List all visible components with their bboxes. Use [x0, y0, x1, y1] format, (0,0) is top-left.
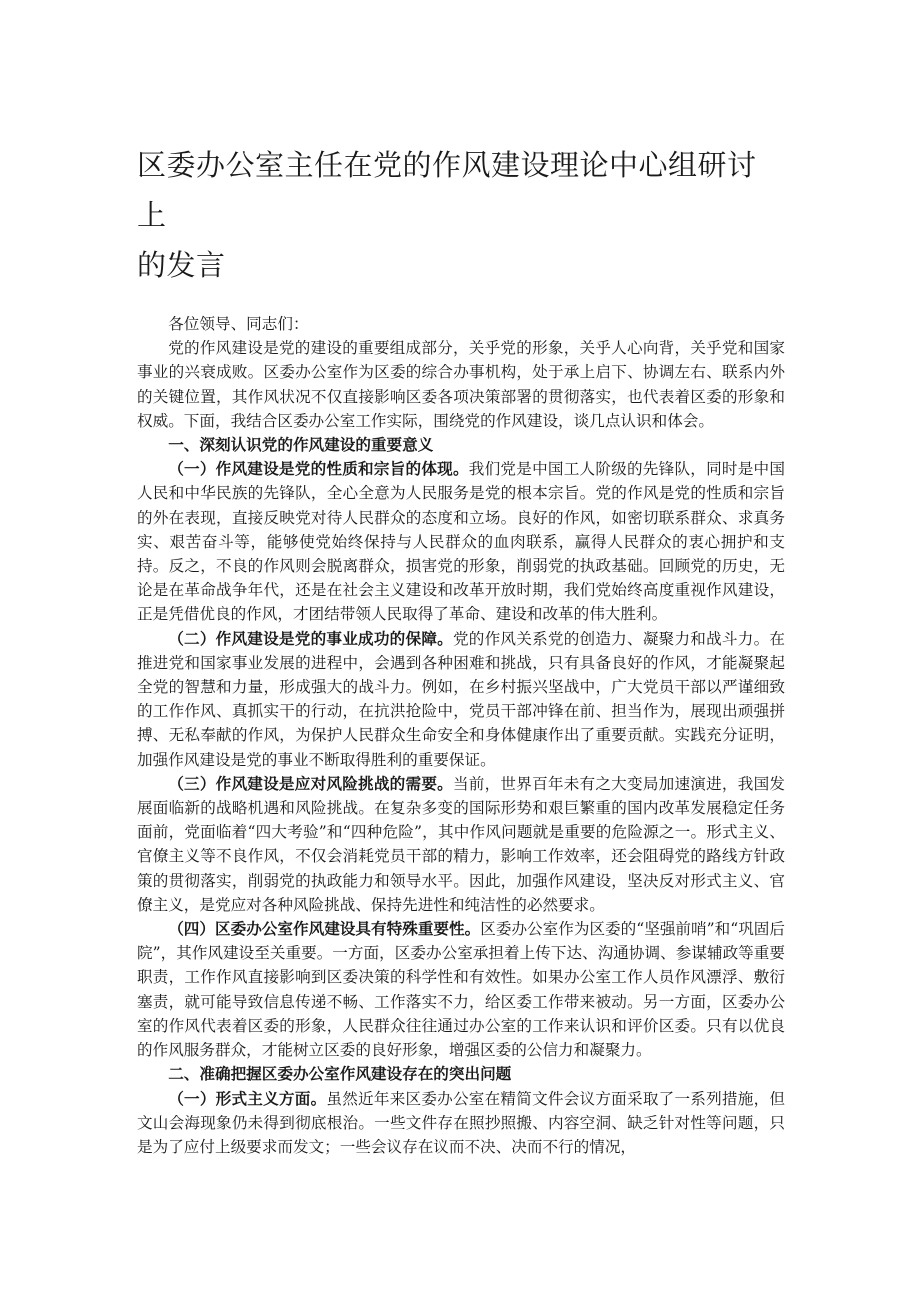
document-body — [137, 312, 785, 1159]
item-text: 党的作风关系党的创造力、凝聚力和战斗力。在推进党和国家事业发展的进程中，会遇到各种困难和挑战，只有具备良好的作风，才能凝聚起全党的智慧和力量，形成强大的战斗力。例如，在乡村振兴坚战中，广大党员干部以严谨细致的工作作风、真抓实干的行动，在抗洪抢险中，党员干部冲锋在前、担当作为，展现出顽强拼搏、无私奉献的作风，为保护人民群众生命安全和身体健康作出了重要贡献。实践充分证明，加强作风建设是党的事业不断取得胜利的重要保证。 — [137, 629, 785, 769]
document-title — [137, 140, 785, 290]
item-lead: （四）区委办公室作风建设具有特殊重要性。 — [168, 919, 481, 939]
item-lead: （一）形式主义方面。 — [168, 1088, 327, 1108]
item-lead: （三）作风建设是应对风险挑战的需要。 — [168, 773, 453, 793]
item-text: 虽然近年来区委办公室在精简文件会议方面采取了一系列措施，但文山会海现象仍未得到彻底根治。一些文件存在照抄照搬、内容空洞、缺乏针对性等问题，只是为了应付上级要求而发文；一些会议存在议而不决、决而不行的情况， — [137, 1089, 785, 1156]
intro-paragraph: 党的作风建设是党的建设的重要组成部分，关乎党的形象，关乎人心向背，关乎党和国家事业的兴衰成败。区委办公室作为区委的综合办事机构，处于承上启下、协调左右、联系内外的关键位置，其作风状况不仅直接影响区委各项决策部署的贯彻落实，也代表着区委的形象和权威。下面，我结合区委办公室工作实际，围绕党的作风建设，谈几点认识和体会。 — [137, 339, 785, 430]
item-lead: （二）作风建设是党的事业成功的保障。 — [168, 628, 453, 648]
item-text: 当前，世界百年未有之大变局加速演进，我国发展面临新的战略机遇和风险挑战。在复杂多变的国际形势和艰巨繁重的国内改革发展稳定任务面前，党面临着“四大考验”和“四种危险”，其中作风问题就是重要的危险源之一。形式主义、官僚主义等不良作风，不仅会消耗党员干部的精力，影响工作效率，还会阻碍党的路线方针政策的贯彻落实，削弱党的执政能力和领导水平。因此，加强作风建设，坚决反对形式主义、官僚主义，是党应对各种风险挑战、保持先进性和纯洁性的必然要求。 — [137, 774, 785, 914]
section-1-item-3 — [137, 772, 785, 917]
section-2-heading: 二、准确把握区委办公室作风建设存在的突出问题 — [168, 1064, 512, 1084]
section-1-item-2 — [137, 627, 785, 772]
item-text: 我们党是中国工人阶级的先锋队，同时是中国人民和中华民族的先锋队，全心全意为人民服务是党的根本宗旨。党的作风是党的性质和宗旨的外在表现，直接反映党对待人民群众的态度和立场。良好的作风，如密切联系群众、求真务实、艰苦奋斗等，能够使党始终保持与人民群众的血肉联系，赢得人民群众的衷心拥护和支持。反之，不良的作风则会脱离群众，损害党的形象，削弱党的执政基础。回顾党的历史，无论是在革命战争年代，还是在社会主义建设和改革开放时期，我们党始终高度重视作风建设，正是凭借优良的作风，才团结带领人民取得了革命、建设和改革的伟大胜利。 — [137, 460, 785, 624]
document-page — [137, 140, 785, 1159]
section-1-item-4 — [137, 917, 785, 1062]
item-lead: （一）作风建设是党的性质和宗旨的体现。 — [168, 459, 469, 479]
section-1-item-1 — [137, 457, 785, 626]
section-1-heading: 一、深刻认识党的作风建设的重要意义 — [168, 435, 434, 455]
greeting: 各位领导、同志们： — [168, 315, 309, 333]
item-text: 区委办公室作为区委的“坚强前哨”和“巩固后院”，其作风建设至关重要。一方面，区委办公室承担着上传下达、沟通协调、参谋辅政等重要职责，工作作风直接影响到区委决策的科学性和有效性。如果办公室工作人员作风漂浮、敷衍塞责，就可能导致信息传递不畅、工作落实不力，给区委工作带来被动。另一方面，区委办公室的作风代表着区委的形象，人民群众往往通过办公室的工作来认识和评价区委。只有以优良的作风服务群众，才能树立区委的良好形象，增强区委的公信力和凝聚力。 — [137, 920, 785, 1060]
title-line-2: 的发言 — [137, 248, 226, 282]
section-2-item-1 — [137, 1087, 785, 1160]
title-line-1: 区委办公室主任在党的作风建设理论中心组研讨上 — [137, 148, 757, 232]
